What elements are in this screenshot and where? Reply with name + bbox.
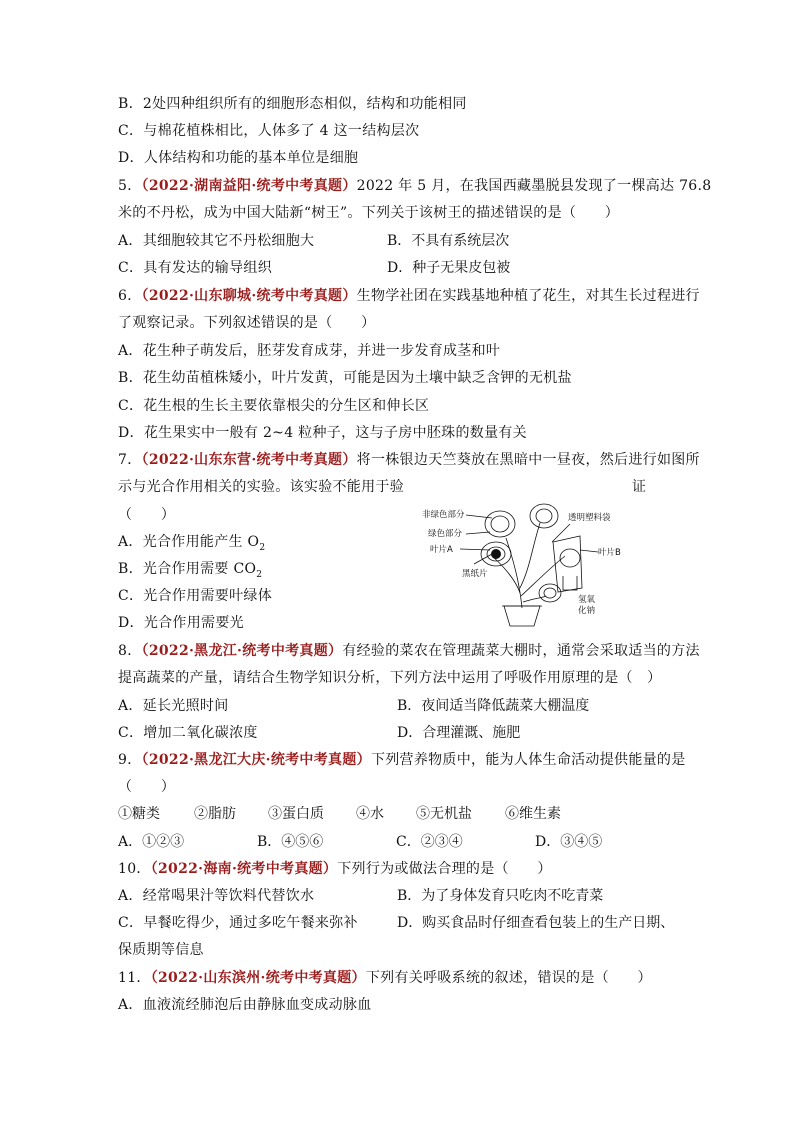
q5-stem — [118, 176, 711, 196]
q8-option-a: A．延长光照时间 — [118, 698, 229, 714]
q7-option-c: C．光合作用需要叶绿体 — [118, 588, 273, 604]
q5-stem-line1: 2022 年 5 月，在我国西藏墨脱县发现了一棵高达 76.8 — [356, 178, 712, 194]
q7-stem-line1: 将一株银边天竺葵放在黑暗中一昼夜，然后进行如图所 — [356, 452, 700, 468]
q6-source: （2022·山东聊城·统考中考真题） — [141, 288, 357, 304]
q8-option-b: B．夜间适当降低蔬菜大棚温度 — [397, 698, 590, 714]
q7-stem — [118, 450, 700, 470]
q5-number: 5． — [118, 178, 142, 194]
q10-stem — [118, 859, 552, 879]
q8-stem — [118, 641, 700, 661]
q9-option-b: B．④⑤⑥ — [257, 834, 324, 850]
q9-items — [0, 804, 794, 824]
q8-source: （2022·黑龙江·统考中考真题） — [141, 643, 343, 659]
q10-option-a: A．经常喝果汁等饮料代替饮水 — [118, 888, 315, 904]
q6-option-a: A．花生种子萌发后，胚芽发育成芽，并进一步发育成茎和叶 — [118, 343, 501, 359]
q6-stem — [118, 286, 700, 306]
q7-stem-line2: 示与光合作用相关的实验。该实验不能用于验 — [118, 479, 404, 495]
fig-label-leaf-a: 叶片A — [430, 545, 453, 555]
q8-option-d: D．合理灌溉、施肥 — [397, 725, 521, 741]
q11-option-a: A．血液流经肺泡后由静脉血变成动脉血 — [118, 997, 372, 1013]
q10-option-d: D．购买食品时仔细查看包装上的生产日期、 — [397, 915, 675, 931]
q10-stem-line1: 下列行为或做法合理的是（ ） — [337, 861, 552, 877]
q7-option-a-sub: 2 — [259, 542, 266, 553]
q9-source: （2022·黑龙江大庆·统考中考真题） — [141, 752, 371, 768]
q4-option-d: D．人体结构和功能的基本单位是细胞 — [118, 150, 359, 166]
q8-number: 8． — [118, 643, 142, 659]
fig-label-plastic-bag: 透明塑料袋 — [568, 513, 611, 523]
black-paper-disk — [491, 549, 501, 559]
fig-label-green: 绿色部分 — [428, 529, 463, 539]
fig-label-leaf-b: 叶片B — [598, 548, 621, 558]
q5-option-a: A．其细胞较其它不丹松细胞大 — [118, 233, 315, 249]
fig-label-black-paper: 黑纸片 — [462, 569, 488, 579]
q6-number: 6． — [118, 288, 142, 304]
q9-option-d: D．③④⑤ — [535, 834, 603, 850]
q7-number: 7． — [118, 452, 142, 468]
q9-number: 9． — [118, 752, 142, 768]
q9-item: ②脂肪 — [194, 806, 236, 822]
q9-option-c: C．②③④ — [396, 834, 463, 850]
q9-stem-line1: 下列营养物质中，能为人体生命活动提供能量的是 — [370, 752, 686, 768]
q5-stem-line2: 米的不丹松，成为中国大陆新“树王”。下列关于该树王的描述错误的是（ ） — [118, 205, 620, 221]
q7-option-d: D．光合作用需要光 — [118, 615, 244, 631]
q6-option-b: B．花生幼苗植株矮小，叶片发黄，可能是因为土壤中缺乏含钾的无机盐 — [118, 370, 572, 386]
q10-option-d-cont: 保质期等信息 — [118, 942, 204, 958]
q5-option-c: C．具有发达的输导组织 — [118, 260, 273, 276]
q10-source: （2022·海南·统考中考真题） — [150, 861, 338, 877]
fig-label-non-green: 非绿色部分 — [422, 510, 465, 520]
geranium-experiment-figure — [420, 498, 630, 628]
q11-stem-line1: 下列有关呼吸系统的叙述，错误的是（ ） — [365, 970, 652, 986]
q8-stem-line2: 提高蔬菜的产量，请结合生物学知识分析，下列方法中运用了呼吸作用原理的是（ ） — [118, 670, 662, 686]
q5-option-b: B．不具有系统层次 — [387, 233, 510, 249]
q6-stem-line1: 生物学社团在实践基地种植了花生，对其生长过程进行 — [356, 288, 700, 304]
q8-stem-line1: 有经验的菜农在管理蔬菜大棚时，通常会采取适当的方法 — [342, 643, 700, 659]
q7-stem-line3: （ ） — [118, 507, 176, 523]
q9-option-a: A．①②③ — [118, 834, 185, 850]
q7-source: （2022·山东东营·统考中考真题） — [141, 452, 357, 468]
q8-option-c: C．增加二氧化碳浓度 — [118, 725, 258, 741]
q11-number: 11． — [118, 970, 151, 986]
fig-label-naoh-2: 化钠 — [578, 606, 596, 616]
q11-source: （2022·山东滨州·统考中考真题） — [150, 970, 366, 986]
q7-option-b-sub: 2 — [256, 569, 263, 580]
fig-label-naoh-1: 氢氧 — [578, 595, 596, 605]
q10-number: 10． — [118, 861, 151, 877]
q4-option-c: C．与棉花植株相比，人体多了 4 这一结构层次 — [118, 123, 420, 139]
q7-option-b-text: B．光合作用需要 CO — [118, 561, 257, 577]
q9-stem — [118, 750, 686, 770]
q5-source: （2022·湖南益阳·统考中考真题） — [141, 178, 357, 194]
q9-options — [0, 832, 794, 852]
q7-option-b — [118, 559, 262, 585]
q5-option-d: D．种子无果皮包被 — [387, 260, 511, 276]
q9-item: ③蛋白质 — [268, 806, 324, 822]
q11-stem — [118, 968, 652, 988]
q10-option-b: B．为了身体发育只吃肉不吃青菜 — [397, 888, 604, 904]
q6-stem-line2: 了观察记录。下列叙述错误的是（ ） — [118, 315, 376, 331]
q7-stem-line2-tail: 证 — [632, 479, 647, 495]
q6-option-c: C．花生根的生长主要依靠根尖的分生区和伸长区 — [118, 398, 430, 414]
q9-item: ①糖类 — [118, 806, 160, 822]
q9-item: ④水 — [356, 806, 384, 822]
q7-option-a — [118, 532, 265, 558]
q7-option-a-text: A．光合作用能产生 O — [118, 534, 260, 550]
q9-item: ⑤无机盐 — [416, 806, 472, 822]
q6-option-d: D．花生果实中一般有 2~4 粒种子，这与子房中胚珠的数量有关 — [118, 425, 527, 441]
q9-item: ⑥维生素 — [505, 806, 561, 822]
q9-stem-line2: （ ） — [118, 779, 176, 795]
q10-option-c: C．早餐吃得少，通过多吃午餐来弥补 — [118, 915, 358, 931]
q4-option-b: B．2处四种组织所有的细胞形态相似，结构和功能相同 — [118, 96, 467, 112]
